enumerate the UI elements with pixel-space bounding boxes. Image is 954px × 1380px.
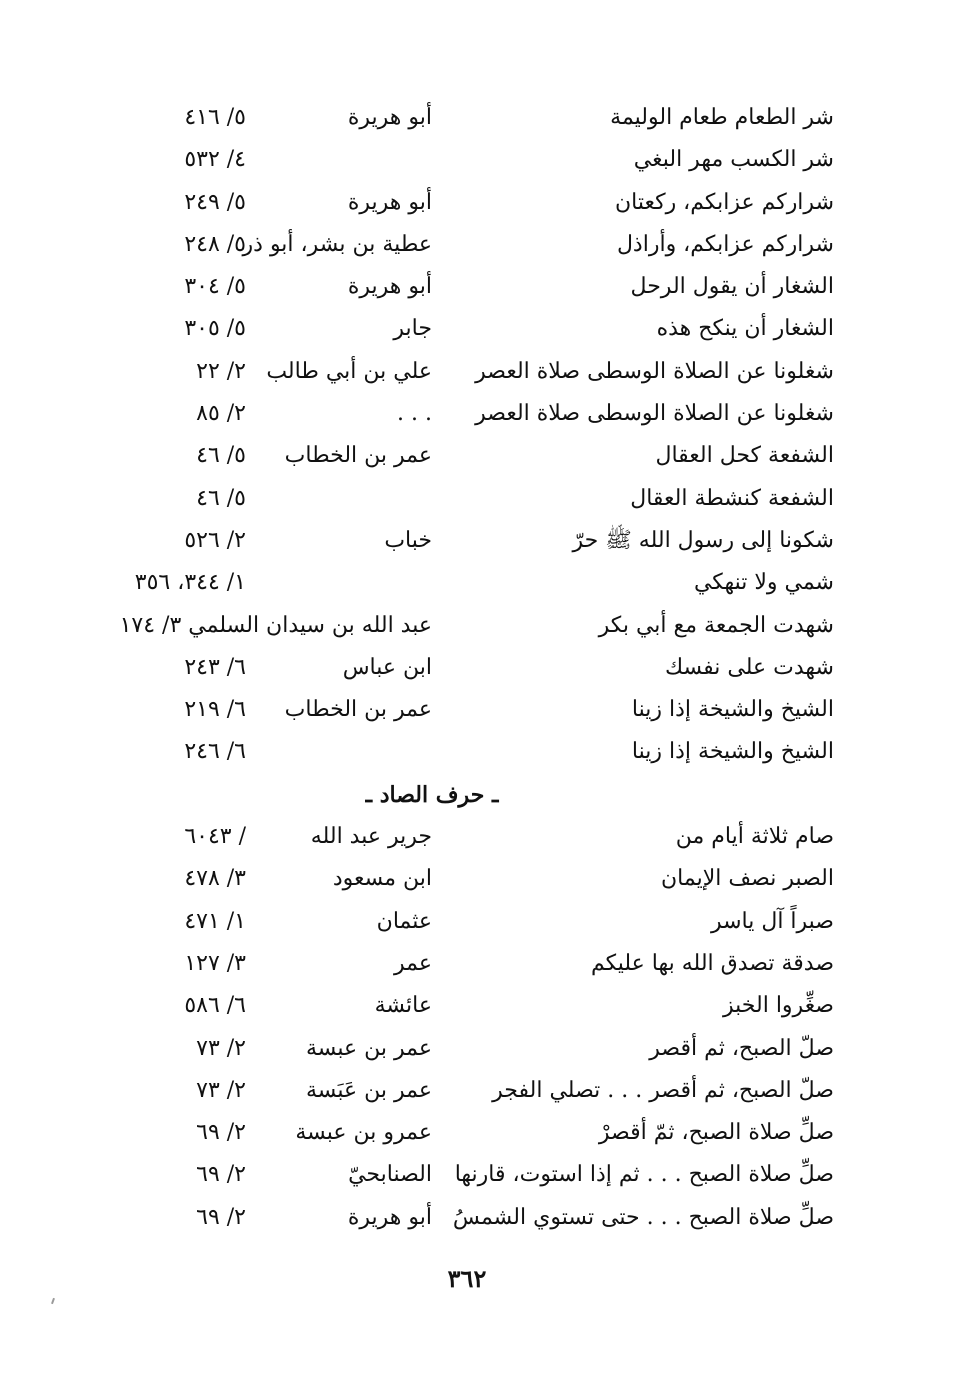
- reference: ٢/ ٧٣: [196, 1077, 246, 1103]
- reference: ٦/ ٥٨٦: [184, 993, 246, 1019]
- reference: ٢/ ٦٩: [196, 1162, 246, 1188]
- table-row: [0, 731, 954, 773]
- table-row: [0, 182, 954, 224]
- hadith-text: شمي ولا تنهكي: [693, 570, 834, 596]
- table-row: [0, 478, 954, 520]
- table-row: [0, 858, 954, 900]
- page-number: [0, 1264, 954, 1293]
- reference: ٢/ ٥٢٦: [184, 527, 246, 553]
- narrator: ابن عباس: [342, 654, 432, 680]
- reference: ٢/ ٦٩: [196, 1120, 246, 1146]
- hadith-text: صلِّ صلاة الصبح، ثمّ أقصرْ: [598, 1120, 834, 1146]
- table-row: [0, 520, 954, 562]
- reference: ٣/ ١٢٧: [184, 950, 246, 976]
- page-number-text: ٣٦٢: [447, 1264, 487, 1293]
- reference: ٦/ ٢١٩: [184, 697, 246, 723]
- reference: ٢/ ٨٥: [196, 401, 246, 427]
- narrator: عمر بن الخطاب: [284, 443, 432, 469]
- table-row: [0, 1070, 954, 1112]
- hadith-text: صغِّروا الخبز: [723, 993, 834, 1019]
- reference: ٥/ ٢٤٩: [184, 189, 246, 215]
- hadith-text: شراركم عزابكم، وأراذل: [616, 231, 834, 257]
- narrator: ابن مسعود: [332, 866, 432, 892]
- reference: ٦/ ٢٤٦: [184, 739, 246, 765]
- table-row: [0, 1112, 954, 1154]
- narrator: عمر بن عَبَسة: [305, 1077, 432, 1103]
- narrator: أبو هريرة: [347, 105, 432, 130]
- narrator: جابر: [393, 316, 432, 342]
- narrator: عمر بن الخطاب: [284, 697, 432, 723]
- scan-speck: [51, 1298, 55, 1304]
- reference: ٥/ ٣٠٥: [184, 316, 246, 342]
- narrator: جرير عبد الله: [310, 824, 432, 850]
- table-row: [0, 647, 954, 689]
- table-row: [0, 985, 954, 1027]
- table-row: [0, 266, 954, 308]
- reference: ٦/ ٢٤٣: [184, 654, 246, 680]
- narrator: علي بن أبي طالب: [266, 358, 432, 384]
- narrator: عمر: [394, 950, 432, 976]
- hadith-text: شغلونا عن الصلاة الوسطى صلاة العصر: [475, 358, 834, 384]
- hadith-text: صلّ الصبح، ثم أقصر: [649, 1035, 834, 1061]
- table-row: [0, 435, 954, 477]
- table-row: [0, 605, 954, 647]
- narrator: أبو هريرة: [347, 189, 432, 215]
- hadith-text: الشيخ والشيخة إذا زينا: [631, 739, 834, 765]
- reference: ٥/ ٤٦: [196, 443, 246, 469]
- reference: ٥/ ٣٠٤: [184, 274, 246, 300]
- narrator: عبد الله بن سيدان السلمي ٣/ ١٧٤: [119, 612, 432, 638]
- hadith-text: شهدت الجمعة مع أبي بكر: [598, 612, 834, 638]
- narrator: عطية بن بشر، أبو ذر: [242, 231, 432, 257]
- reference: / ٦٠٤٣: [184, 824, 246, 850]
- index-table: [0, 97, 954, 1239]
- narrator: أبو هريرة: [347, 1204, 432, 1230]
- hadith-text: صدقة تصدق الله بها عليكم: [590, 950, 834, 976]
- table-row: [0, 562, 954, 604]
- reference: ٢/ ٦٩: [196, 1204, 246, 1230]
- hadith-text: الشفعة كنشطة العقال: [630, 485, 834, 511]
- hadith-text: شر الطعام طعام الوليمة: [610, 105, 834, 130]
- section-heading: [0, 774, 954, 816]
- table-row: [0, 393, 954, 435]
- reference: ٥/ ٤١٦: [184, 105, 246, 130]
- table-row: [0, 689, 954, 731]
- table-row: [0, 816, 954, 858]
- reference: ١/ ٤٧١: [184, 908, 246, 934]
- hadith-text: شراركم عزابكم، ركعتان: [614, 189, 834, 215]
- narrator: عثمان: [376, 908, 432, 934]
- reference: ٤/ ٥٣٢: [184, 147, 246, 173]
- section-heading-text: ـ حرف الصاد ـ: [365, 781, 499, 808]
- hadith-text: الشيخ والشيخة إذا زينا: [631, 697, 834, 723]
- table-row: [0, 901, 954, 943]
- narrator: الصنابحيّ: [348, 1162, 432, 1188]
- narrator: عمر بن عبسة: [305, 1035, 432, 1061]
- narrator: عمرو بن عبسة: [295, 1120, 432, 1146]
- table-row: [0, 97, 954, 139]
- hadith-text: صلِّ صلاة الصبح . . . حتى تستوي الشمسُ: [452, 1204, 834, 1230]
- table-row: [0, 351, 954, 393]
- reference: ٥/ ٢٤٨: [184, 231, 246, 257]
- hadith-text: الشغار أن ينكح هذه: [656, 316, 834, 342]
- hadith-text: شكونا إلى رسول الله ﷺ حرّ: [572, 527, 834, 553]
- hadith-text: شر الكسب مهر البغي: [633, 147, 834, 173]
- narrator: خباب: [384, 527, 432, 553]
- table-row: [0, 224, 954, 266]
- hadith-text: صبراً آل ياسر: [710, 908, 834, 934]
- hadith-text: الشفعة كحل العقال: [655, 443, 834, 469]
- table-row: [0, 1197, 954, 1239]
- table-row: [0, 139, 954, 181]
- hadith-text: شهدت على نفسك: [665, 654, 834, 680]
- hadith-text: الشغار أن يقول الرحل: [630, 274, 834, 300]
- reference: ٢/ ٧٣: [196, 1035, 246, 1061]
- hadith-text: صلّ الصبح، ثم أقصر . . . تصلي الفجر: [492, 1077, 834, 1103]
- hadith-text: شغلونا عن الصلاة الوسطى صلاة العصر: [475, 401, 834, 427]
- narrator: عائشة: [374, 993, 432, 1019]
- narrator: أبو هريرة: [347, 274, 432, 300]
- table-row: [0, 1154, 954, 1196]
- hadith-text: صلِّ صلاة الصبح . . . ثم إذا استوت، قارنها: [454, 1162, 834, 1188]
- hadith-text: صام ثلاثة أيام من: [675, 824, 834, 850]
- narrator: . . .: [397, 401, 432, 427]
- reference: ٣/ ٤٧٨: [184, 866, 246, 892]
- hadith-text: الصبر نصف الإيمان: [661, 866, 834, 892]
- table-row: [0, 1028, 954, 1070]
- reference: ٢/ ٢٢: [196, 358, 246, 384]
- table-row: [0, 943, 954, 985]
- reference: ١/ ٣٤٤، ٣٥٦: [134, 570, 246, 596]
- reference: ٥/ ٤٦: [196, 485, 246, 511]
- table-row: [0, 308, 954, 350]
